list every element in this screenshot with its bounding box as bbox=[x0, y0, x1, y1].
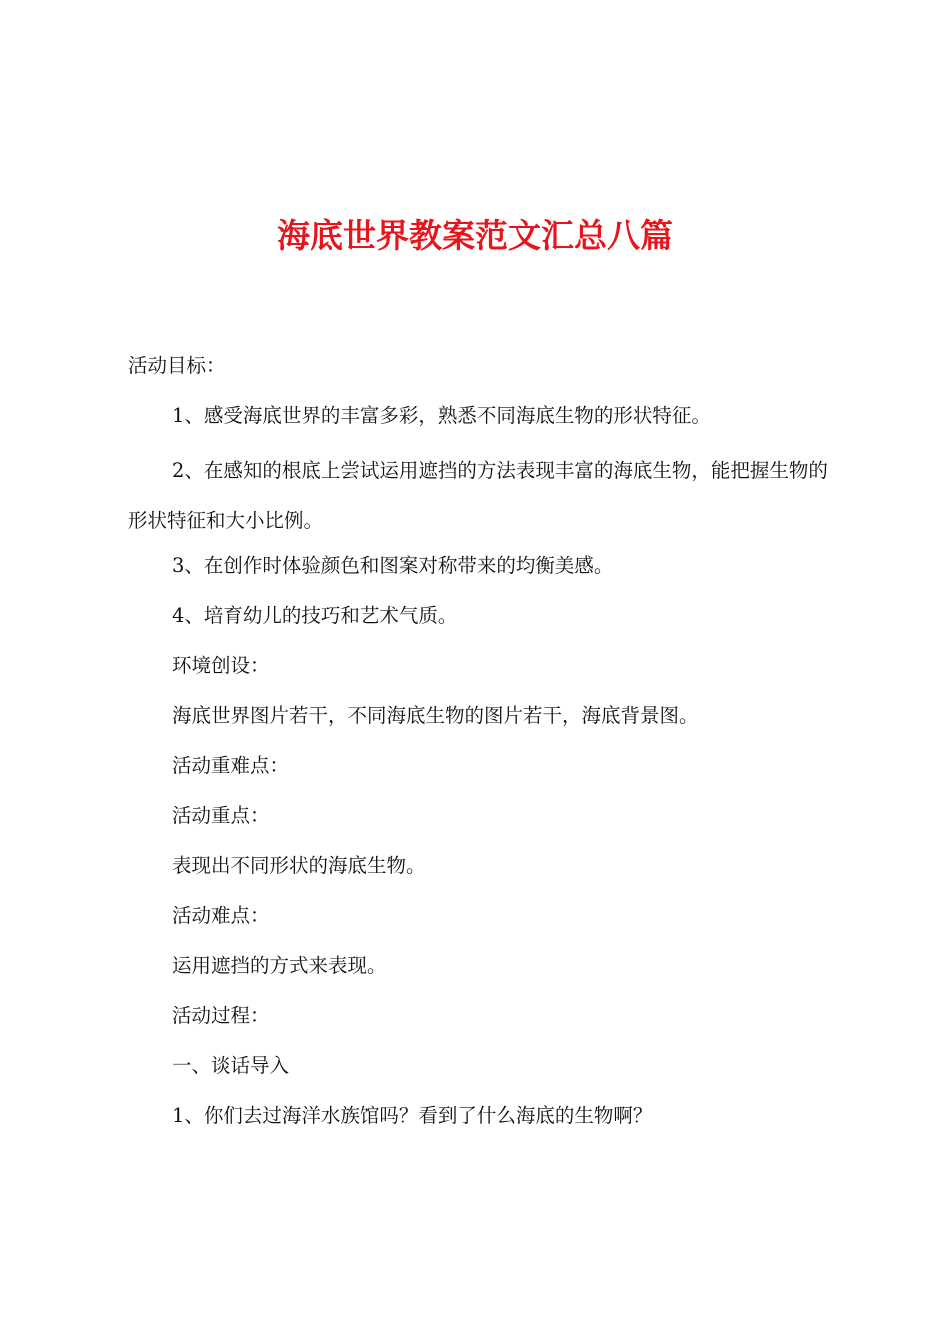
paragraph-key-point-heading: 活动重点： bbox=[172, 804, 270, 827]
paragraph-goal-2: 2、在感知的根底上尝试运用遮挡的方法表现丰富的海底生物，能把握生物的形状特征和大小比例。 bbox=[128, 459, 828, 532]
paragraph-environment-content: 海底世界图片若干，不同海底生物的图片若干，海底背景图。 bbox=[172, 704, 699, 727]
paragraph-activity-goals-heading: 活动目标： bbox=[128, 354, 226, 377]
paragraph-process-heading: 活动过程： bbox=[172, 1004, 270, 1027]
paragraph-difficult-point-heading: 活动难点： bbox=[172, 904, 270, 927]
paragraph-goal-1: 1、感受海底世界的丰富多彩，熟悉不同海底生物的形状特征。 bbox=[172, 404, 711, 427]
paragraph-question-1: 1、你们去过海洋水族馆吗？看到了什么海底的生物啊？ bbox=[172, 1104, 653, 1127]
paragraph-key-difficult-points-heading: 活动重难点： bbox=[172, 754, 290, 777]
paragraph-goal-3: 3、在创作时体验颜色和图案对称带来的均衡美感。 bbox=[172, 554, 614, 577]
paragraph-difficult-point-content: 运用遮挡的方式来表现。 bbox=[172, 954, 387, 977]
paragraph-environment-heading: 环境创设： bbox=[172, 654, 270, 677]
paragraph-section-one-heading: 一、谈话导入 bbox=[172, 1054, 290, 1077]
paragraph-goal-4: 4、培育幼儿的技巧和艺术气质。 bbox=[172, 604, 458, 627]
document-title: 海底世界教案范文汇总八篇 bbox=[277, 216, 673, 255]
document-body bbox=[128, 346, 838, 1146]
paragraph-key-point-content: 表现出不同形状的海底生物。 bbox=[172, 854, 426, 877]
